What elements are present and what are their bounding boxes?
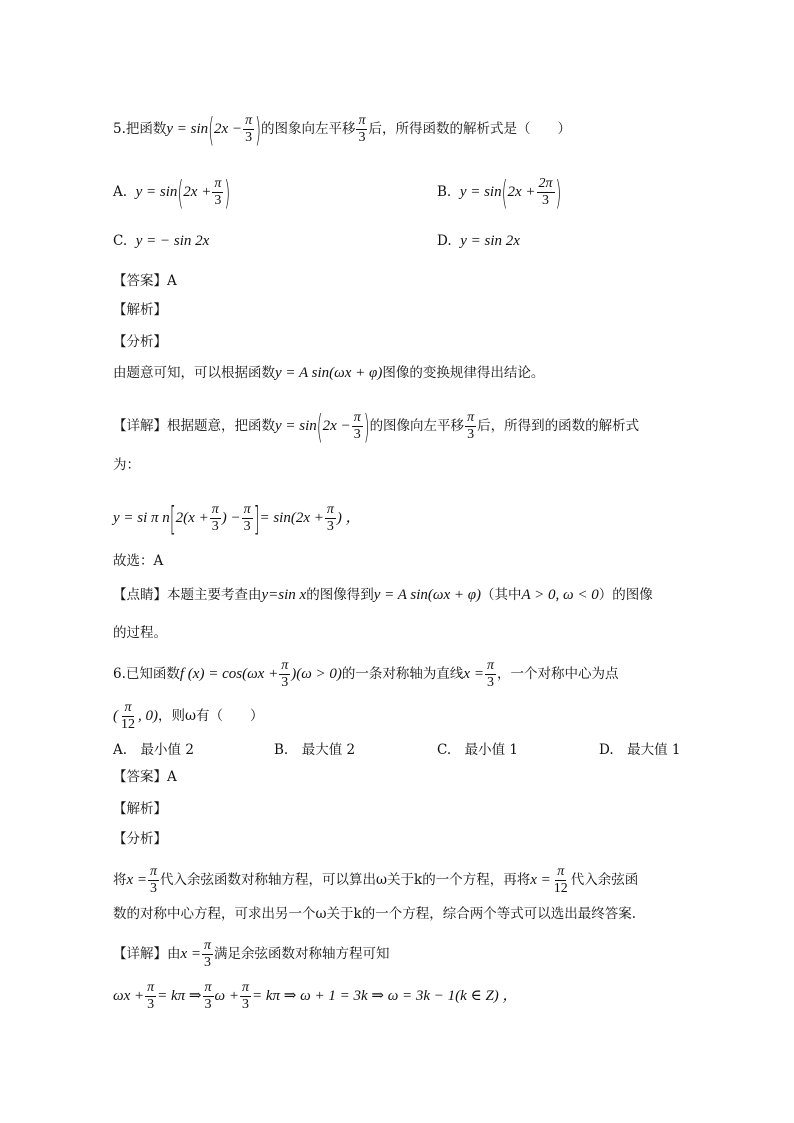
q5-option-d: D. y = sin 2x [437, 233, 520, 249]
q5-answer: 【答案】A [113, 273, 177, 289]
q5-stem-prefix: 5.把函数 [113, 121, 167, 137]
q5-dianjing-line2: 的过程。 [113, 625, 167, 641]
q6-stem: 6.已知函数f (x) = cos(ωx + $\frac{\pi}{3}$ )(ω > 0)的一条对称轴为直线x = $\frac{\pi}{3}$ ，一个对称中心为点 [113, 658, 619, 690]
q6-equation: ωx + $\frac{\pi}{3}$ = kπ ⇒ $\frac{\pi}{3}$ ω + $\frac{\pi}{3}$ = kπ ⇒ ω + 1 = 3k ⇒ ω = 3k − 1(k ∈ Z) ， [113, 980, 518, 1012]
q5-equation: y = si π n[2(x + $\frac{\pi}{3}$ ) − $\frac{\pi}{3}$ ]= sin(2x + $\frac{\pi}{3}$ ) ， [113, 498, 361, 539]
q5-stem-suffix: 后，所得函数的解析式是（ ） [368, 121, 571, 137]
q5-option-a: A. y = sin(2x + $\frac{\pi}{3}$ ) [113, 172, 231, 213]
q5-guxuan: 故选：A [113, 553, 164, 569]
q5-frac-pi3: $\frac{\pi}{3}$ [245, 113, 253, 145]
q6-fenxi: 【分析】 [113, 831, 167, 847]
q6-jiexi: 【解析】 [113, 801, 167, 817]
q5-option-b: B. y = sin(2x + $\frac{2\pi}{3}$ ) [437, 172, 562, 213]
q6-option-d: D. 最大值 1 [599, 742, 681, 758]
q5-detail: 【详解】根据题意，把函数y = sin(2x − $\frac{\pi}{3}$ )的图像向左平移 $\frac{\pi}{3}$ 后，所得到的函数的解析式 [113, 406, 640, 447]
q6-option-b: B. 最大值 2 [274, 742, 356, 758]
q5-stem-func: y = sin [166, 121, 209, 137]
q5-jiexi: 【解析】 [113, 302, 167, 318]
q5-analysis: 由题意可知，可以根据函数y = A sin(ωx + φ)图像的变换规律得出结论。 [113, 365, 545, 381]
q5-fenxi: 【分析】 [113, 334, 167, 350]
q6-analysis-line1: 将x = $\frac{\pi}{3}$ 代入余弦函数对称轴方程，可以算出ω关于k的一个方程，再将x = $\frac{\pi}{12}$ 代入余弦函 [113, 864, 639, 896]
q5-stem-mid: 的图象向左平移 [260, 121, 356, 137]
q6-detail: 【详解】由x = $\frac{\pi}{3}$ 满足余弦函数对称轴方程可知 [113, 938, 390, 970]
q5-stem: 5.把函数y = sin(2x − $\frac{\pi}{3}$ )的图象向左平移 $\frac{\pi}{3}$ 后，所得函数的解析式是（ ） [113, 109, 571, 150]
q5-dianjing: 【点睛】本题主要考查由y=sin x的图像得到y = A sin(ωx + φ)（其中A > 0, ω < 0）的图像 [113, 587, 653, 603]
q6-option-a: A. 最小值 2 [113, 742, 194, 758]
q6-stem-line2: ( $\frac{\pi}{12}$ , 0)，则ω有（ ） [113, 700, 264, 732]
q5-stem-arg: 2x − [214, 121, 243, 137]
q6-analysis-line2: 数的对称中心方程，可求出另一个ω关于k的一个方程，综合两个等式可以选出最终答案. [113, 906, 636, 922]
q5-frac-shift: $\frac{\pi}{3}$ [358, 113, 366, 145]
q5-detail-wei: 为： [113, 457, 140, 473]
q6-answer: 【答案】A [113, 769, 177, 785]
q6-option-c: C. 最小值 1 [437, 742, 519, 758]
q5-option-c: C. y = − sin 2x [113, 233, 210, 249]
